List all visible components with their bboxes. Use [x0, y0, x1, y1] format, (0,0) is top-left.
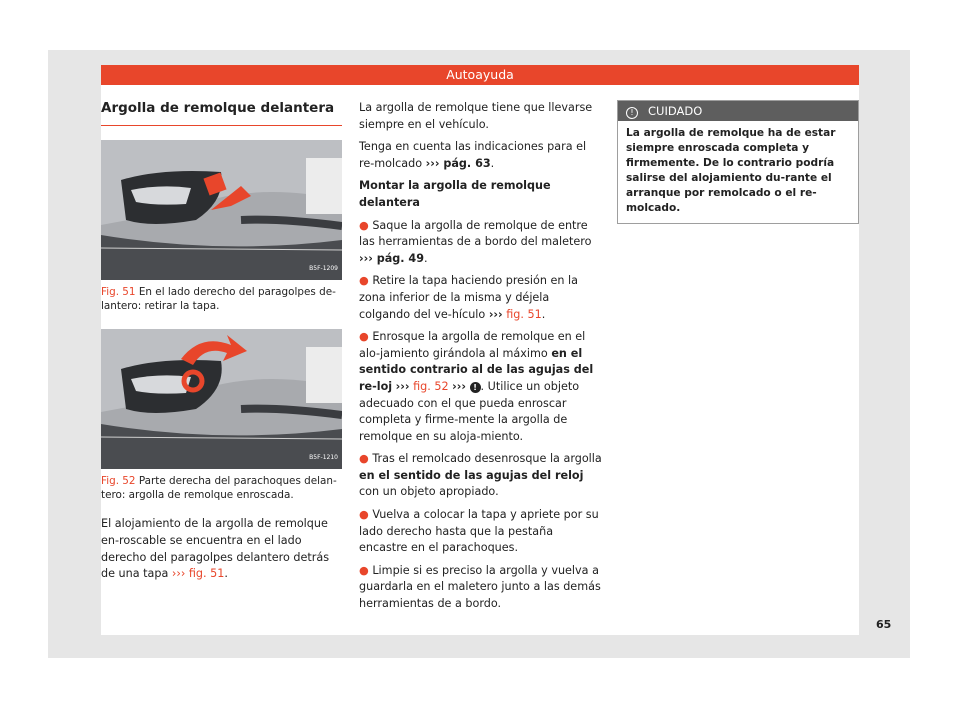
- right-column: [617, 100, 859, 224]
- paragraph-1: La argolla de remolque tiene que llevarse siempre en el vehículo.: [359, 101, 593, 131]
- figure-51-caption: [101, 285, 342, 313]
- figure-51-text: En el lado derecho del paragolpes de-lantero: retirar la tapa.: [101, 285, 336, 312]
- paragraph-2: [359, 139, 603, 172]
- caution-box: [617, 100, 859, 224]
- bullet-icon: ●: [359, 330, 369, 344]
- caution-header: [618, 101, 858, 121]
- step-5-text: Vuelva a colocar la tapa y apriete por su lado derecho hasta que la pestaña encastre en el parachoques.: [359, 508, 599, 555]
- fig-51-link[interactable]: fig. 51: [506, 307, 542, 321]
- step-3-rest: . Utilice un objeto adecuado con el que pueda enroscar completa y firme-mente la argolla de remolque en su aloja-miento.: [359, 379, 580, 443]
- step-6: [359, 563, 603, 613]
- bumper-cover-illustration: [101, 140, 342, 280]
- step-6-text: Limpie si es preciso la argolla y vuelva a guardarla en el maletero junto a las demás herramientas de a bordo.: [359, 563, 601, 611]
- figure-52-code: B5F-1210: [309, 454, 338, 462]
- paragraph-2-text: Tenga en cuenta las indicaciones para el re-molcado: [359, 140, 587, 170]
- step-4-rest: con un objeto apropiado.: [359, 485, 499, 499]
- page-title: Argolla de remolque delantera: [101, 100, 342, 126]
- figure-51-code: B5F-1209: [309, 265, 338, 272]
- fig-51-link[interactable]: ››› fig. 51: [171, 567, 225, 581]
- figure-52-image: [101, 329, 342, 469]
- left-column: [101, 100, 342, 589]
- caution-title: CUIDADO: [648, 104, 703, 118]
- bullet-icon: ●: [359, 218, 369, 232]
- step-2-text: Retire la tapa haciendo presión en la zona inferior de la misma y déjela colgando del ve-hículo: [359, 274, 578, 321]
- step-3-bold: en el sentido contrario al de las agujas del re-loj: [359, 346, 594, 393]
- arrow-marker: ›››: [395, 379, 410, 393]
- middle-column: [359, 100, 603, 619]
- fig-52-link[interactable]: fig. 52: [413, 379, 449, 393]
- step-2: [359, 273, 603, 323]
- arrow-marker: ›››: [452, 379, 466, 393]
- step-4: [359, 451, 603, 501]
- page-number: 65: [876, 618, 892, 631]
- figure-52-number: Fig. 52: [101, 475, 136, 487]
- paragraph-2-end: .: [490, 156, 495, 170]
- arrow-marker: ›››: [488, 307, 503, 321]
- bullet-icon: ●: [359, 508, 369, 522]
- step-4-bold: en el sentido de las agujas del reloj: [359, 468, 584, 482]
- figure-52-caption: [101, 474, 342, 502]
- figure-51-image: [101, 140, 342, 280]
- figure-51-number: Fig. 51: [101, 285, 136, 298]
- intro-paragraph: [101, 516, 342, 582]
- step-1: [359, 218, 603, 268]
- tow-eye-illustration: [101, 329, 342, 469]
- caution-icon: !: [626, 107, 638, 119]
- step-3-text: Enrosque la argolla de remolque en el alo-jamiento girándola al máximo: [359, 330, 586, 360]
- bullet-icon: ●: [359, 274, 369, 288]
- intro-end: .: [224, 567, 228, 581]
- section-heading: Montar la argolla de remolque delantera: [359, 179, 551, 209]
- figure-52-text: Parte derecha del parachoques delan-tero: argolla de remolque enroscada.: [101, 475, 337, 502]
- step-3: [359, 329, 603, 445]
- step-2-end: .: [541, 307, 546, 321]
- bullet-icon: ●: [359, 563, 369, 577]
- page-63-link[interactable]: ››› pág. 63: [425, 156, 491, 170]
- step-1-end: .: [424, 251, 428, 265]
- intro-text: El alojamiento de la argolla de remolque en-roscable se encuentra en el lado derecho del paragolpes delantero detrás de una tapa: [101, 517, 330, 581]
- warning-icon[interactable]: !: [470, 382, 481, 393]
- step-4-text: Tras el remolcado desenrosque la argolla: [372, 452, 602, 466]
- page-49-link[interactable]: ››› pág. 49: [359, 251, 425, 265]
- caution-text: La argolla de remolque ha de estar siempre enroscada completa y firmemente. De lo contrario podría salirse del alojamiento du-rante el arranque por remolcado o el re-molcado.: [626, 127, 836, 214]
- step-5: [359, 507, 603, 557]
- step-1-text: Saque la argolla de remolque de entre las herramientas de a bordo del maletero: [359, 218, 592, 249]
- section-header: Autoayuda: [101, 65, 859, 85]
- bullet-icon: ●: [359, 452, 369, 466]
